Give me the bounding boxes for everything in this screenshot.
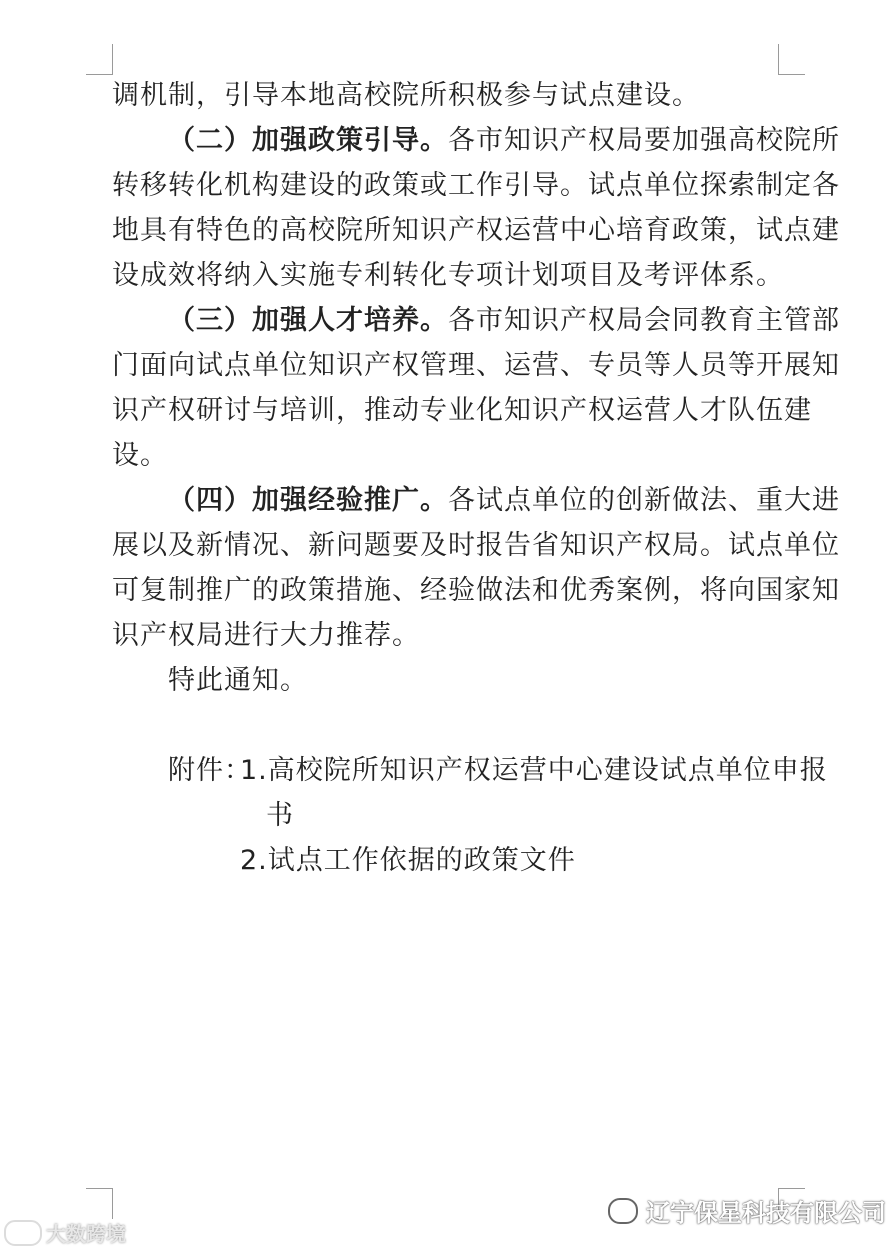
attachment-item-1: 1.高校院所知识产权运营中心建设试点单位申报 xyxy=(240,755,828,786)
margin-corner-top-right xyxy=(778,44,805,75)
watermark-left xyxy=(4,1218,126,1247)
watermark-right-text: 辽宁保星科技有限公司 xyxy=(646,1199,886,1227)
attachment-row-1-continued xyxy=(112,793,782,838)
document-body xyxy=(112,73,840,883)
watermark-logo-icon xyxy=(4,1220,42,1246)
paragraph-4-line-1 xyxy=(112,478,840,523)
paragraph-3-line-1 xyxy=(112,298,840,343)
attachment-row-2 xyxy=(112,838,782,883)
attachment-item-1-wrap: 书 xyxy=(266,800,294,831)
paragraph-2-line-3: 地具有特色的高校院所知识产权运营中心培育政策，试点建 xyxy=(112,215,840,246)
paragraph-2-heading: （二）加强政策引导。 xyxy=(168,125,448,156)
paragraph-2-text: 各市知识产权局要加强高校院所 xyxy=(448,125,840,156)
paragraph-3-line-4: 设。 xyxy=(112,440,168,471)
attachment-item-2: 2.试点工作依据的政策文件 xyxy=(240,845,576,876)
paragraph-2-line-4: 设成效将纳入实施专利转化专项计划项目及考评体系。 xyxy=(112,260,784,291)
paragraph-4-line-3: 可复制推广的政策措施、经验做法和优秀案例，将向国家知 xyxy=(112,575,840,606)
paragraph-3-line-2: 门面向试点单位知识产权管理、运营、专员等人员等开展知 xyxy=(112,350,840,381)
paragraph-4-line-4: 识产权局进行大力推荐。 xyxy=(112,620,420,651)
blank-line xyxy=(112,703,782,748)
attachment-row-1 xyxy=(112,748,828,793)
attachment-label: 附件： xyxy=(168,755,252,786)
watermark-right xyxy=(608,1193,886,1228)
line-continued: 调机制，引导本地高校院所积极参与试点建设。 xyxy=(112,80,700,111)
wechat-icon xyxy=(608,1198,638,1224)
paragraph-4-text: 各试点单位的创新做法、重大进 xyxy=(448,485,840,516)
closing-notice: 特此通知。 xyxy=(168,665,308,696)
watermark-left-text: 大数跨境 xyxy=(46,1222,126,1246)
paragraph-3-heading: （三）加强人才培养。 xyxy=(168,305,448,336)
paragraph-3-text: 各市知识产权局会同教育主管部 xyxy=(448,305,840,336)
paragraph-3-line-3: 识产权研讨与培训，推动专业化知识产权运营人才队伍建 xyxy=(112,395,812,426)
margin-corner-bottom-left xyxy=(86,1188,113,1219)
paragraph-2-line-1 xyxy=(112,118,840,163)
paragraph-4-line-2: 展以及新情况、新问题要及时报告省知识产权局。试点单位 xyxy=(112,530,840,561)
margin-corner-top-left xyxy=(86,44,113,75)
paragraph-4-heading: （四）加强经验推广。 xyxy=(168,485,448,516)
paragraph-2-line-2: 转移转化机构建设的政策或工作引导。试点单位探索制定各 xyxy=(112,170,840,201)
